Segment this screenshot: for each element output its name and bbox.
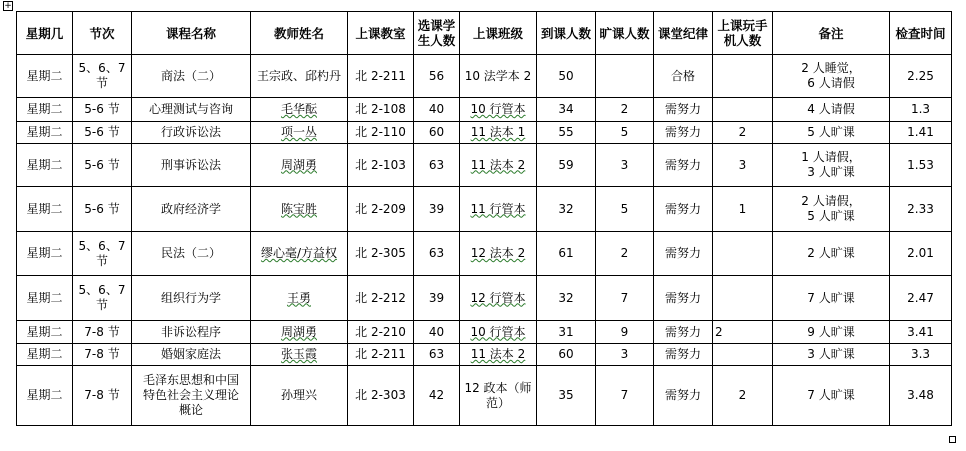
- cell-class: 10 法学本 2: [460, 55, 537, 98]
- cell-period: 5、6、7 节: [73, 232, 132, 276]
- header-remarks: 备注: [773, 12, 890, 55]
- cell-text: 王勇: [286, 290, 311, 305]
- cell-weekday: 星期二: [17, 366, 73, 426]
- cell-text: 张玉霞: [280, 347, 317, 361]
- table-resize-handle-icon[interactable]: [949, 436, 956, 443]
- cell-enrolled: 63: [414, 144, 460, 187]
- table-row: [17, 144, 952, 187]
- cell-class: [460, 276, 537, 321]
- cell-classroom: 北 2-211: [348, 344, 414, 366]
- cell-period: 5、6、7 节: [73, 55, 132, 98]
- cell-remarks: 2 人睡觉， 6 人请假: [773, 55, 890, 98]
- table-row: [17, 366, 952, 426]
- cell-weekday: 星期二: [17, 321, 73, 344]
- cell-check-time: 1.3: [890, 98, 952, 122]
- cell-check-time: 1.53: [890, 144, 952, 187]
- cell-check-time: 2.25: [890, 55, 952, 98]
- cell-period: 5、6、7 节: [73, 276, 132, 321]
- cell-teacher: [251, 187, 348, 232]
- cell-class: [460, 232, 537, 276]
- cell-class: 12 政本（师 范）: [460, 366, 537, 426]
- header-teacher: 教师姓名: [251, 12, 348, 55]
- cell-discipline: 需努力: [654, 276, 713, 321]
- cell-teacher: [251, 144, 348, 187]
- cell-remarks: 7 人旷课: [773, 276, 890, 321]
- cell-discipline: 合格: [654, 55, 713, 98]
- cell-enrolled: 56: [414, 55, 460, 98]
- table-row: [17, 55, 952, 98]
- cell-absent: 9: [596, 321, 654, 344]
- cell-attended: 59: [537, 144, 596, 187]
- header-weekday: 星期几: [17, 12, 73, 55]
- cell-classroom: 北 2-211: [348, 55, 414, 98]
- cell-remarks: 7 人旷课: [773, 366, 890, 426]
- cell-classroom: 北 2-303: [348, 366, 414, 426]
- cell-class: [460, 122, 537, 144]
- cell-enrolled: 63: [414, 344, 460, 366]
- cell-attended: 55: [537, 122, 596, 144]
- cell-enrolled: 40: [414, 321, 460, 344]
- cell-attended: 32: [537, 276, 596, 321]
- attendance-table: [16, 11, 952, 426]
- header-attended: 到课人数: [537, 12, 596, 55]
- cell-period: 5-6 节: [73, 144, 132, 187]
- header-course-name: 课程名称: [132, 12, 251, 55]
- cell-enrolled: 39: [414, 276, 460, 321]
- header-row: [17, 12, 952, 55]
- cell-text: 12 行管本: [470, 290, 526, 305]
- cell-text: 毛华酝: [280, 102, 317, 116]
- header-discipline: 课堂纪律: [654, 12, 713, 55]
- cell-phone-users: 2: [713, 366, 773, 426]
- cell-weekday: 星期二: [17, 187, 73, 232]
- cell-attended: 60: [537, 344, 596, 366]
- cell-weekday: 星期二: [17, 98, 73, 122]
- cell-discipline: 需努力: [654, 232, 713, 276]
- cell-course-name: 毛泽东思想和中国 特色社会主义理论 概论: [132, 366, 251, 426]
- cell-phone-users: [713, 55, 773, 98]
- cell-class: [460, 98, 537, 122]
- cell-enrolled: 39: [414, 187, 460, 232]
- cell-period: 5-6 节: [73, 187, 132, 232]
- cell-classroom: 北 2-212: [348, 276, 414, 321]
- cell-remarks: 9 人旷课: [773, 321, 890, 344]
- cell-period: 5-6 节: [73, 98, 132, 122]
- cell-absent: 2: [596, 232, 654, 276]
- cell-teacher: [251, 232, 348, 276]
- cell-remarks: 3 人旷课: [773, 344, 890, 366]
- cell-classroom: 北 2-110: [348, 122, 414, 144]
- cell-weekday: 星期二: [17, 344, 73, 366]
- cell-teacher: [251, 122, 348, 144]
- cell-absent: 5: [596, 187, 654, 232]
- header-absent: 旷课人数: [596, 12, 654, 55]
- cell-attended: 50: [537, 55, 596, 98]
- cell-class: [460, 144, 537, 187]
- cell-check-time: 2.33: [890, 187, 952, 232]
- cell-remarks: 2 人旷课: [773, 232, 890, 276]
- table-row: [17, 122, 952, 144]
- cell-remarks: 5 人旷课: [773, 122, 890, 144]
- cell-text: 11 法本 2: [470, 157, 526, 172]
- cell-course-name: 民法（二）: [132, 232, 251, 276]
- cell-teacher: [251, 344, 348, 366]
- cell-check-time: 1.41: [890, 122, 952, 144]
- cell-enrolled: 60: [414, 122, 460, 144]
- cell-course-name: 刑事诉讼法: [132, 144, 251, 187]
- cell-phone-users: 2: [713, 122, 773, 144]
- cell-discipline: 需努力: [654, 366, 713, 426]
- cell-discipline: 需努力: [654, 98, 713, 122]
- cell-teacher: [251, 321, 348, 344]
- cell-absent: 2: [596, 98, 654, 122]
- cell-weekday: 星期二: [17, 144, 73, 187]
- header-enrolled: 选课学 生人数: [414, 12, 460, 55]
- cell-class: [460, 321, 537, 344]
- cell-attended: 61: [537, 232, 596, 276]
- cell-absent: 3: [596, 344, 654, 366]
- cell-discipline: 需努力: [654, 344, 713, 366]
- cell-text: 11 行管本: [470, 201, 526, 216]
- table-row: [17, 321, 952, 344]
- cell-check-time: 3.48: [890, 366, 952, 426]
- cell-text: 项一丛: [280, 125, 317, 139]
- cell-course-name: 心理测试与咨询: [132, 98, 251, 122]
- cell-attended: 35: [537, 366, 596, 426]
- table-row: [17, 187, 952, 232]
- cell-check-time: 3.41: [890, 321, 952, 344]
- cell-period: 7-8 节: [73, 366, 132, 426]
- cell-course-name: 婚姻家庭法: [132, 344, 251, 366]
- cell-discipline: 需努力: [654, 144, 713, 187]
- cell-text: 陈宝胜: [280, 201, 317, 216]
- table-row: [17, 276, 952, 321]
- header-check-time: 检查时间: [890, 12, 952, 55]
- cell-text: 缪心毫/方益权: [260, 246, 338, 260]
- cell-discipline: 需努力: [654, 187, 713, 232]
- table-row: [17, 344, 952, 366]
- cell-discipline: 需努力: [654, 122, 713, 144]
- cell-text: 10 行管本: [470, 324, 526, 339]
- cell-absent: [596, 55, 654, 98]
- cell-absent: 5: [596, 122, 654, 144]
- cell-period: 7-8 节: [73, 344, 132, 366]
- cell-phone-users: [713, 344, 773, 366]
- cell-weekday: 星期二: [17, 232, 73, 276]
- cell-attended: 32: [537, 187, 596, 232]
- cell-period: 5-6 节: [73, 122, 132, 144]
- header-phone-users: 上课玩手 机人数: [713, 12, 773, 55]
- cell-teacher: [251, 276, 348, 321]
- cell-remarks: 4 人请假: [773, 98, 890, 122]
- cell-phone-users: 1: [713, 187, 773, 232]
- table-row: [17, 98, 952, 122]
- header-period: 节次: [73, 12, 132, 55]
- cell-text: 11 法本 2: [470, 347, 526, 361]
- cell-absent: 3: [596, 144, 654, 187]
- cell-teacher: 孙理兴: [251, 366, 348, 426]
- cell-check-time: 3.3: [890, 344, 952, 366]
- cell-check-time: 2.01: [890, 232, 952, 276]
- cell-check-time: 2.47: [890, 276, 952, 321]
- cell-course-name: 行政诉讼法: [132, 122, 251, 144]
- cell-classroom: 北 2-108: [348, 98, 414, 122]
- cell-text: 10 行管本: [470, 102, 526, 116]
- cell-class: [460, 187, 537, 232]
- table-row: [17, 232, 952, 276]
- cell-course-name: 组织行为学: [132, 276, 251, 321]
- cell-class: [460, 344, 537, 366]
- cell-enrolled: 63: [414, 232, 460, 276]
- cell-course-name: 政府经济学: [132, 187, 251, 232]
- cell-text: 12 法本 2: [470, 246, 526, 260]
- cell-phone-users: [713, 98, 773, 122]
- cell-text: 周湖勇: [280, 157, 317, 172]
- cell-absent: 7: [596, 276, 654, 321]
- cell-classroom: 北 2-210: [348, 321, 414, 344]
- cell-teacher: 王宗政、邱杓丹: [251, 55, 348, 98]
- cell-course-name: 非诉讼程序: [132, 321, 251, 344]
- cell-phone-users: [713, 232, 773, 276]
- cell-phone-users: 2: [713, 321, 773, 344]
- cell-weekday: 星期二: [17, 122, 73, 144]
- cell-enrolled: 40: [414, 98, 460, 122]
- cell-teacher: [251, 98, 348, 122]
- cell-classroom: 北 2-305: [348, 232, 414, 276]
- cell-remarks: 1 人请假， 3 人旷课: [773, 144, 890, 187]
- cell-weekday: 星期二: [17, 276, 73, 321]
- cell-classroom: 北 2-103: [348, 144, 414, 187]
- cell-enrolled: 42: [414, 366, 460, 426]
- cell-period: 7-8 节: [73, 321, 132, 344]
- header-class: 上课班级: [460, 12, 537, 55]
- cell-course-name: 商法（二）: [132, 55, 251, 98]
- cell-attended: 31: [537, 321, 596, 344]
- table-move-handle-icon[interactable]: +: [4, 1, 12, 11]
- cell-phone-users: [713, 276, 773, 321]
- cell-phone-users: 3: [713, 144, 773, 187]
- cell-remarks: 2 人请假， 5 人旷课: [773, 187, 890, 232]
- cell-weekday: 星期二: [17, 55, 73, 98]
- cell-classroom: 北 2-209: [348, 187, 414, 232]
- cell-discipline: 需努力: [654, 321, 713, 344]
- cell-attended: 34: [537, 98, 596, 122]
- header-classroom: 上课教室: [348, 12, 414, 55]
- cell-text: 周湖勇: [280, 324, 317, 339]
- cell-text: 11 法本 1: [470, 125, 526, 139]
- cell-absent: 7: [596, 366, 654, 426]
